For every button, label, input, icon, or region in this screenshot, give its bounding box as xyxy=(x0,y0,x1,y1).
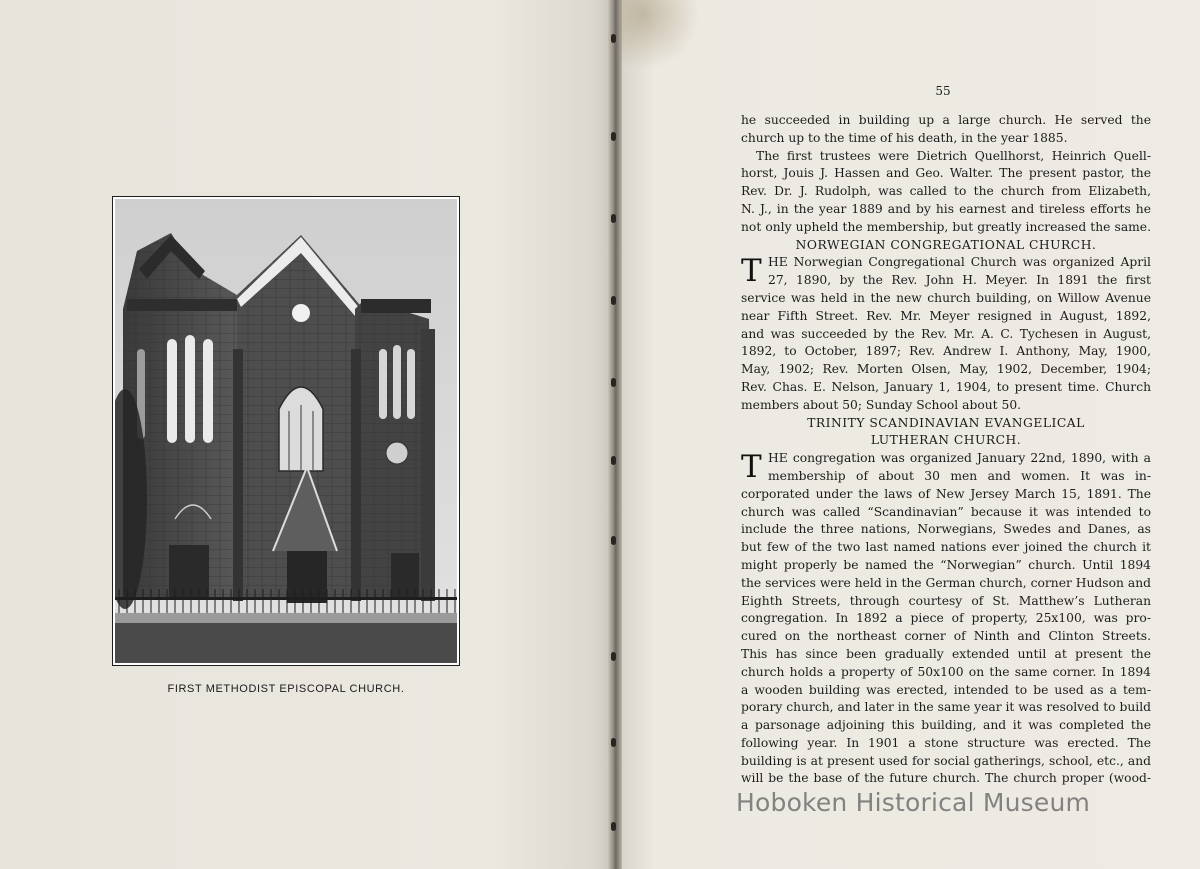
text-line: church was called “Scandinavian” because it was intended to xyxy=(741,504,1151,519)
section-heading-trinity: TRINITY SCANDINAVIAN EVANGELICAL xyxy=(807,415,1085,430)
drop-cap: T xyxy=(741,253,762,290)
text-line: following year. In 1901 a stone structure was erected. The xyxy=(741,735,1151,750)
text-line: he succeeded in building up a large church. He served the xyxy=(741,113,1151,127)
text-line: N. J., in the year 1889 and by his earnest and tireless efforts he xyxy=(741,201,1151,216)
church-illustration xyxy=(115,199,457,663)
text-line: 1892, to October, 1897; Rev. Andrew I. Anthony, May, 1900, xyxy=(741,344,1151,359)
text-line: Rev. Dr. J. Rudolph, was called to the church from Elizabeth, xyxy=(741,184,1151,199)
binding-stitch xyxy=(611,296,616,305)
paper-stain xyxy=(620,0,700,70)
binding-stitch xyxy=(611,214,616,223)
section-heading-trinity-line2: LUTHERAN CHURCH. xyxy=(870,433,1022,448)
binding-stitch xyxy=(611,738,616,747)
text-line: cured on the northeast corner of Ninth and Clinton Streets. xyxy=(741,629,1151,644)
text-line: HE Norwegian Congregational Church was organized April xyxy=(768,255,1151,270)
text-line: a parsonage adjoining this building, and it was completed the xyxy=(741,718,1151,733)
text-line: This has since been gradually extended until at present the xyxy=(741,646,1151,661)
section-heading-norwegian: NORWEGIAN CONGREGATIONAL CHURCH. xyxy=(795,237,1097,252)
drop-cap: T xyxy=(741,449,762,486)
text-line: corporated under the laws of New Jersey March 15, 1891. The xyxy=(741,486,1151,501)
binding-stitch xyxy=(611,536,616,545)
text-line: church up to the time of his death, in the year 1885. xyxy=(741,130,1068,145)
text-line: 27, 1890, by the Rev. John H. Meyer. In 1891 the first xyxy=(768,273,1151,288)
text-line: members about 50; Sunday School about 50. xyxy=(741,397,1022,412)
paragraph-trinity xyxy=(741,450,1151,486)
text-line: church holds a property of 50x100 on the same corner. In 1894 xyxy=(741,664,1151,679)
watermark: Hoboken Historical Museum xyxy=(736,788,1091,817)
text-line: Eighth Streets, through courtesy of St. Matthew’s Lutheran xyxy=(741,593,1151,608)
text-line: include the three nations, Norwegians, Swedes and Danes, as xyxy=(741,522,1151,537)
text-line: membership of about 30 men and women. It was in- xyxy=(768,468,1151,483)
text-line: service was held in the new church building, on Willow Avenue xyxy=(741,290,1151,305)
binding-stitch xyxy=(611,34,616,43)
text-line: May, 1902; Rev. Morten Olsen, May, 1902, December, 1904; xyxy=(741,362,1151,377)
binding-stitch xyxy=(611,378,616,387)
text-line: near Fifth Street. Rev. Mr. Meyer resigned in August, 1892, xyxy=(741,308,1151,323)
text-line: will be the base of the future church. The church proper (wood- xyxy=(741,771,1151,786)
paragraph-norwegian xyxy=(741,254,1151,290)
church-photograph xyxy=(112,196,460,666)
text-line: might properly be named the “Norwegian” church. Until 1894 xyxy=(741,557,1151,572)
text-line: Rev. Chas. E. Nelson, January 1, 1904, to present time. Church xyxy=(741,379,1151,394)
text-line: congregation. In 1892 a piece of property, 25x100, was pro- xyxy=(741,611,1151,626)
text-line: and was succeeded by the Rev. Mr. A. C. Tychesen in August, xyxy=(741,326,1151,341)
text-line: building is at present used for social gatherings, school, etc., and xyxy=(741,753,1151,768)
text-line: horst, Jouis J. Hassen and Geo. Walter. The present pastor, the xyxy=(741,166,1151,181)
text-line: not only upheld the membership, but greatly increased the same. xyxy=(741,219,1151,234)
photo-caption: FIRST METHODIST EPISCOPAL CHURCH. xyxy=(167,683,405,695)
text-line: porary church, and later in the same year it was resolved to build xyxy=(741,700,1151,715)
text-line: but few of the two last named nations ever joined the church it xyxy=(741,540,1151,555)
text-line: a wooden building was erected, intended to be used as a tem- xyxy=(741,682,1151,697)
binding-stitch xyxy=(611,822,616,831)
text-line: the services were held in the German church, corner Hudson and xyxy=(741,575,1151,590)
page-number: 55 xyxy=(935,84,951,98)
binding-stitch xyxy=(611,456,616,465)
binding-stitch xyxy=(611,652,616,661)
text-line: The first trustees were Dietrich Quellhorst, Heinrich Quell- xyxy=(756,148,1151,163)
binding-stitch xyxy=(611,132,616,141)
text-line: HE congregation was organized January 22nd, 1890, with a xyxy=(768,451,1151,466)
page-text xyxy=(741,112,1151,788)
